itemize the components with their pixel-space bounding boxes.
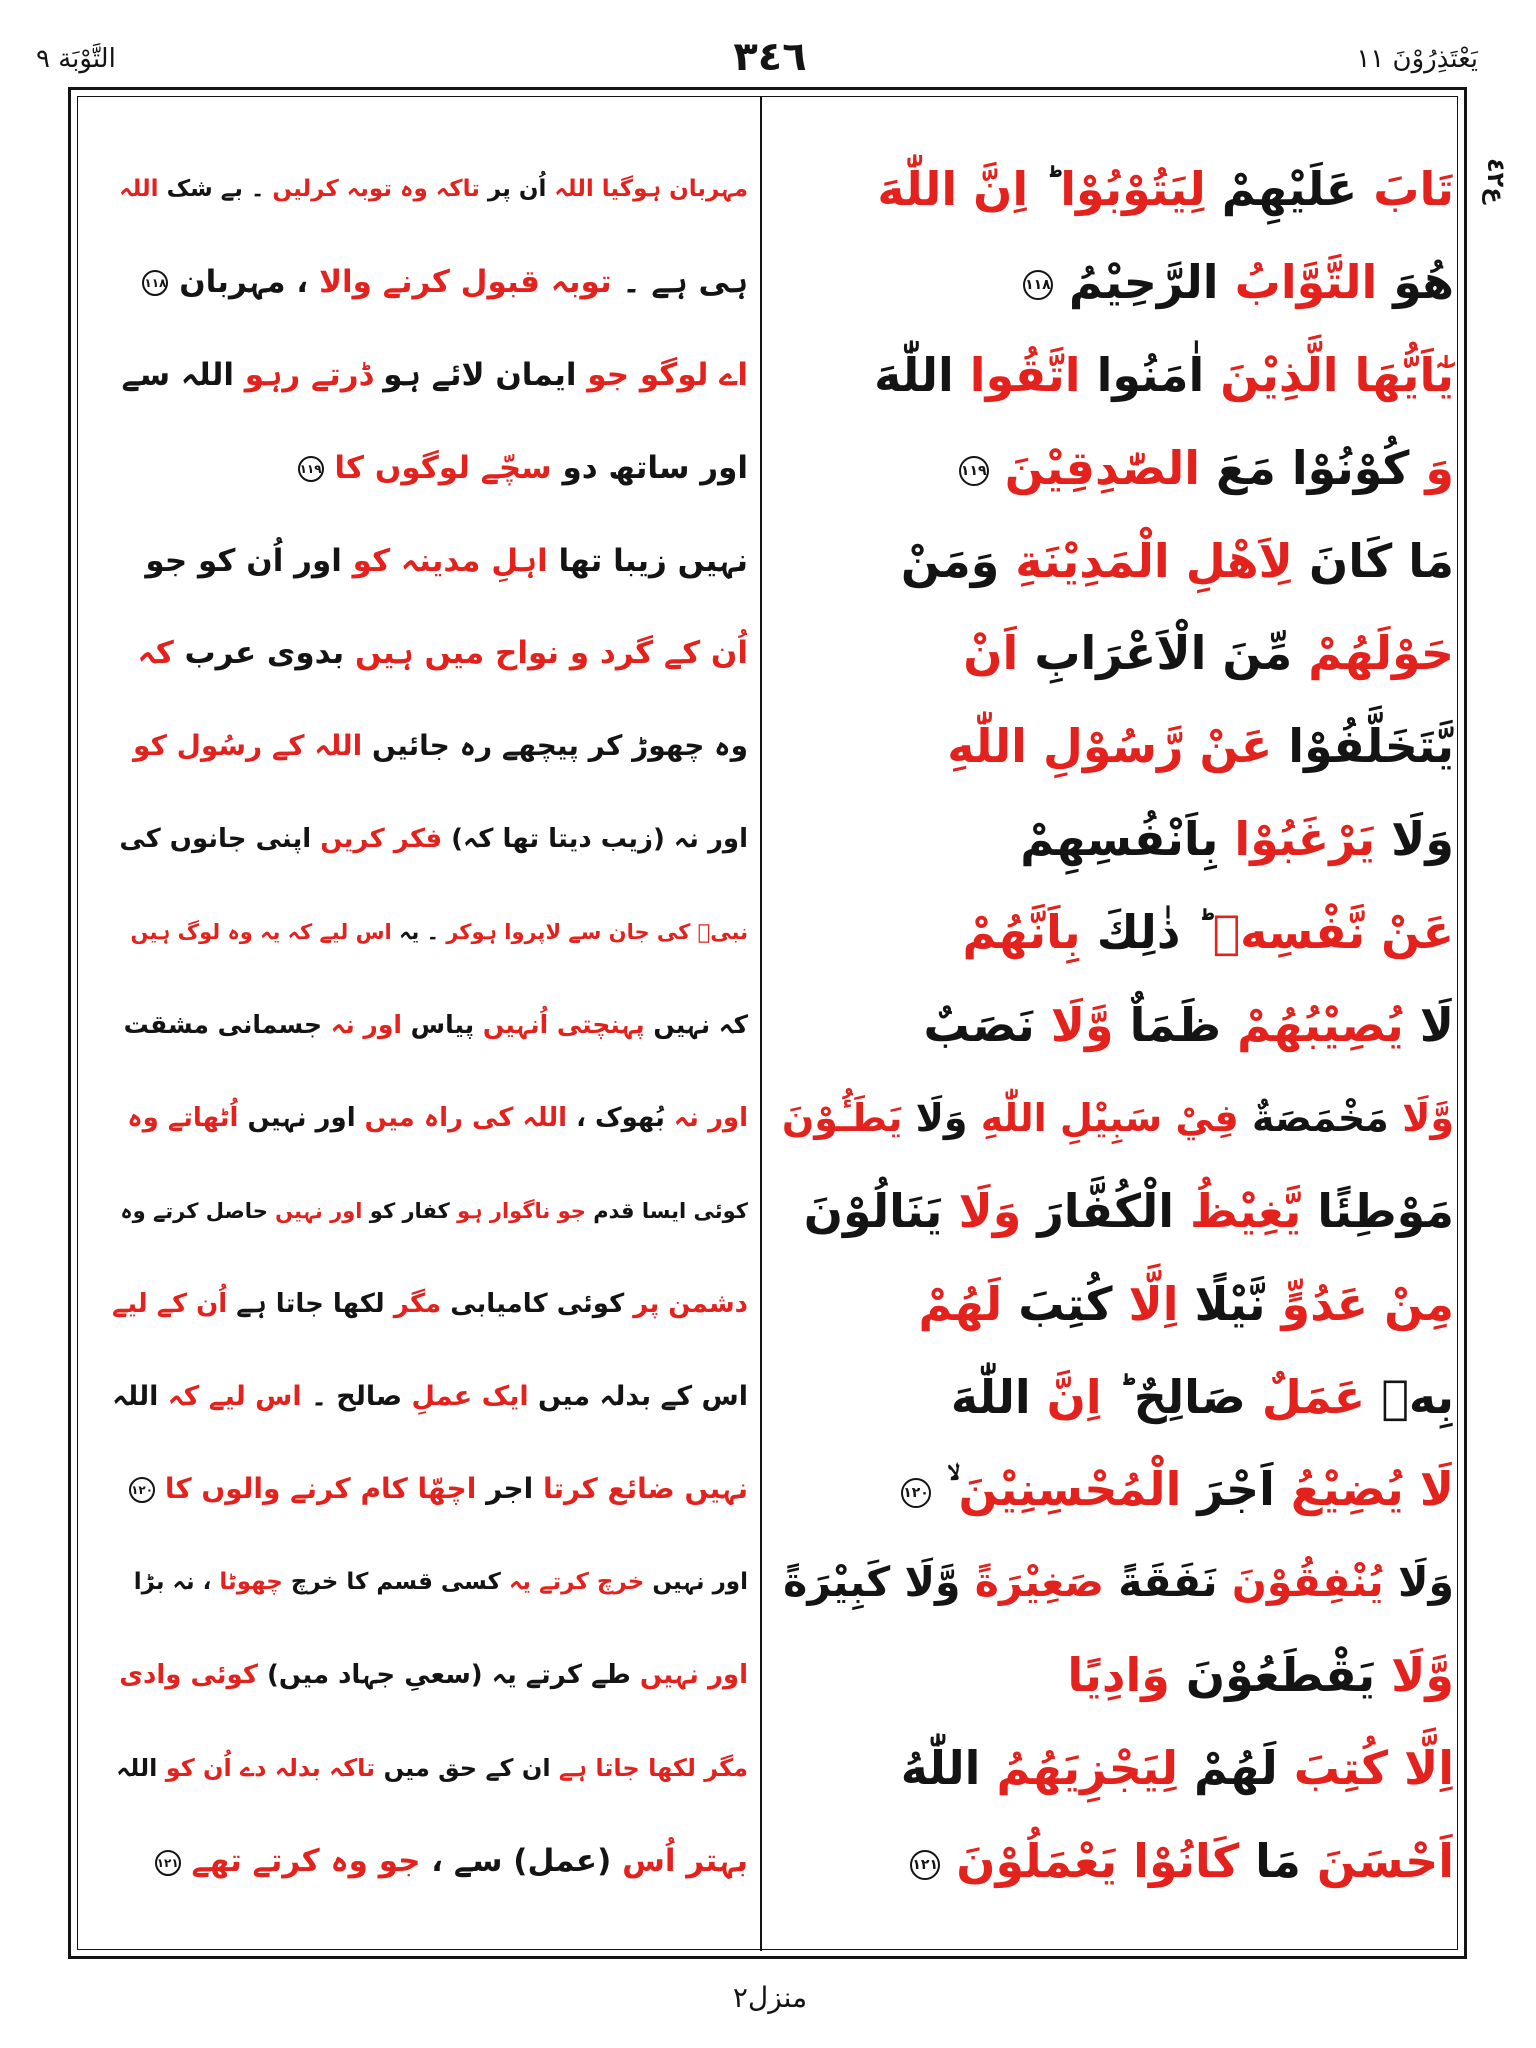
urdu-line-text <box>298 422 748 515</box>
urdu-segment-red: تاکہ وہ توبہ کرلیں <box>272 176 480 202</box>
urdu-segment-red: مگر لکھا جاتا ہے <box>558 1754 748 1783</box>
urdu-segment-black: صالح ۔ <box>311 1380 403 1412</box>
urdu-segment-red: دشمن پر <box>633 1288 748 1319</box>
arabic-line-text <box>947 700 1454 793</box>
arabic-segment-black: يَقْطَعُوْنَ <box>1185 1648 1376 1703</box>
urdu-segment-red: مگر <box>393 1288 442 1319</box>
urdu-segment-red: خرچ کرتے یہ <box>508 1569 645 1596</box>
manzil-footer: منزل٢ <box>732 1981 808 2014</box>
arabic-line-text <box>877 143 1454 236</box>
urdu-segment-red: اللہ کی راہ میں <box>364 1102 567 1133</box>
ayah-number-marker: ١٢١ <box>910 1850 940 1880</box>
arabic-segment-red: لِيَجْزِيَهُمُ <box>996 1741 1178 1796</box>
arabic-segment-black: عَلَيْهِمْ <box>1221 162 1358 216</box>
arabic-line <box>778 143 1454 236</box>
urdu-segment-black: وہ چھوڑ کر پیچھے رہ جائیں <box>372 729 748 763</box>
arabic-line <box>778 1258 1454 1351</box>
arabic-line <box>778 515 1454 608</box>
arabic-segment-red: عَنْ رَّسُوْلِ اللّٰهِ <box>947 719 1273 774</box>
urdu-segment-black: نہیں زیبا تھا <box>558 542 748 579</box>
arabic-line-text <box>962 886 1454 979</box>
urdu-line-text <box>112 1351 748 1444</box>
urdu-segment-red: توبہ قبول کرنے والا <box>318 263 612 300</box>
arabic-line <box>778 1722 1454 1815</box>
arabic-line <box>778 793 1454 886</box>
urdu-segment-black: حاصل کرتے وہ <box>120 1198 268 1223</box>
urdu-segment-red: اور نہ <box>330 1010 402 1040</box>
arabic-segment-red: وَّلَا <box>1391 1648 1454 1703</box>
urdu-line <box>112 1258 748 1351</box>
arabic-segment-red: اِنَّ اللّٰهَ <box>877 162 1029 216</box>
ayah-number-marker: ١٢٠ <box>129 1477 155 1503</box>
urdu-line <box>112 1815 748 1908</box>
ruku-margin-mark: ع٤٢ <box>1482 158 1510 204</box>
arabic-line-text <box>951 1351 1454 1444</box>
urdu-segment-black: کہ نہیں <box>653 1010 748 1040</box>
urdu-line <box>112 1536 748 1629</box>
arabic-line <box>778 1536 1454 1629</box>
urdu-line <box>112 886 748 979</box>
urdu-segment-black: اپنی جانوں کی <box>119 824 312 855</box>
arabic-segment-black: لَهُمْ <box>1194 1741 1278 1796</box>
arabic-segment-black: وَلَا <box>1397 1558 1454 1607</box>
arabic-segment-red: اَنْ <box>963 626 1019 681</box>
arabic-segment-black: اللّٰهُ <box>900 1741 981 1796</box>
urdu-segment-red: مہربان ہوگیا اللہ <box>554 176 748 202</box>
urdu-segment-red: اُن کے گرد و نواح میں ہیں <box>354 635 748 672</box>
arabic-segment-red: لِيَتُوْبُوْا <box>1060 162 1206 216</box>
arabic-segment-black: بِهٖ <box>1381 1369 1454 1424</box>
arabic-segment-black: مَخْمَصَةٌ <box>1251 1095 1389 1140</box>
urdu-line-text <box>133 700 748 793</box>
arabic-line-text <box>782 1072 1454 1165</box>
urdu-line <box>112 607 748 700</box>
arabic-segment-black: اللّٰهَ <box>950 1369 1031 1424</box>
urdu-line-text <box>119 143 748 236</box>
urdu-line-text <box>112 1258 748 1351</box>
arabic-segment-red: اِنَّ <box>1046 1369 1102 1424</box>
arabic-line <box>778 886 1454 979</box>
urdu-segment-black: کسی قسم کا خرچ <box>290 1569 501 1596</box>
arabic-segment-black: نَّيْلًا <box>1194 1276 1266 1331</box>
urdu-segment-red: پہنچتی اُنہیں <box>482 1010 645 1040</box>
urdu-line-text <box>131 886 748 979</box>
urdu-segment-red: کہ <box>137 635 174 672</box>
arabic-segment-red: يٰٓاَيُّهَا الَّذِيْنَ <box>1220 347 1454 402</box>
urdu-segment-black: اور اُن کو جو <box>145 542 342 579</box>
urdu-line <box>112 1443 748 1536</box>
arabic-segment-black: كُتِبَ <box>1018 1276 1113 1331</box>
urdu-segment-red: اس لیے کہ یہ وہ لوگ ہیں <box>130 920 392 945</box>
urdu-segment-black: ۔ بے شک <box>166 176 265 202</box>
urdu-line <box>112 1072 748 1165</box>
arabic-segment-black: اللّٰهَ <box>874 347 954 402</box>
urdu-segment-black: اللہ <box>116 1754 158 1783</box>
arabic-segment-red: الصّٰدِقِيْنَ <box>1004 440 1200 495</box>
arabic-text-column <box>778 143 1454 1908</box>
page-number: ٣٤٦ <box>733 34 807 80</box>
urdu-segment-red: اُن کے لیے <box>112 1288 228 1319</box>
arabic-line <box>778 979 1454 1072</box>
urdu-line-text <box>142 236 748 329</box>
urdu-segment-red: اُٹھاتے وہ <box>127 1102 239 1133</box>
urdu-segment-red: اہلِ مدینہ کو <box>352 542 548 579</box>
arabic-segment-red: الْمُحْسِنِيْنَ <box>958 1462 1182 1517</box>
urdu-segment-red: اے لوگو جو <box>587 356 748 393</box>
urdu-segment-red: جو ناگوار ہو <box>457 1198 586 1223</box>
urdu-segment-black: ایمان لائے ہو <box>383 356 577 393</box>
urdu-segment-red: ایک عملِ <box>411 1380 529 1412</box>
urdu-segment-red: ڈرتے رہو <box>244 356 373 393</box>
arabic-line <box>778 1443 1454 1536</box>
urdu-segment-red: کوئی وادی <box>119 1660 258 1691</box>
urdu-segment-black: طے کرتے یہ (سعیِ جہاد میں) <box>267 1660 631 1691</box>
para-name-header: يَعْتَذِرُوْنَ ١١ <box>1356 44 1478 74</box>
arabic-line <box>778 236 1454 329</box>
urdu-segment-black: ، مہربان <box>179 263 309 300</box>
urdu-segment-red: بہتر اُس <box>622 1843 748 1880</box>
arabic-segment-red: وَ <box>1425 440 1454 495</box>
arabic-segment-black: نَفَقَةً <box>1118 1558 1218 1607</box>
urdu-line <box>112 515 748 608</box>
urdu-segment-black: اور نہ (زیب دیتا تھا کہ) <box>451 824 748 855</box>
urdu-segment-black: بُھوک ، <box>576 1102 665 1133</box>
arabic-segment-red: يُصِيْبُهُمْ <box>1237 998 1404 1053</box>
arabic-segment-red: صَغِيْرَةً <box>974 1558 1104 1607</box>
urdu-segment-black: اس کے بدلہ میں <box>538 1380 748 1412</box>
urdu-segment-black: بدوی عرب <box>184 635 345 672</box>
arabic-segment-red: وَّلَا <box>1050 998 1114 1053</box>
arabic-segment-red: عَنْ نَّفْسِهٖ <box>1212 905 1454 960</box>
urdu-segment-black: جسمانی مشقت <box>123 1010 322 1040</box>
arabic-segment-black: يَّتَخَلَّفُوْا <box>1288 719 1454 774</box>
arabic-segment-red: لَا يُضِيْعُ <box>1290 1462 1454 1517</box>
arabic-segment-red: لَهُمْ <box>918 1276 1003 1331</box>
arabic-segment-black: مَوْطِئًا <box>1317 1183 1454 1238</box>
urdu-segment-black: اُن پر <box>487 176 547 202</box>
urdu-segment-black: پیاس <box>410 1010 475 1040</box>
arabic-segment-black: وَّلَا كَبِيْرَةً <box>783 1558 961 1607</box>
urdu-segment-black: کوئی ایسا قدم <box>593 1198 748 1223</box>
urdu-segment-black: ۔ یہ <box>399 920 439 945</box>
arabic-line-text <box>959 422 1454 515</box>
arabic-line-text <box>1020 793 1454 886</box>
urdu-line-text <box>155 1815 748 1908</box>
arabic-line-text <box>901 1722 1454 1815</box>
arabic-line-text <box>963 607 1454 700</box>
urdu-line-text <box>145 515 748 608</box>
arabic-line-text <box>901 1443 1454 1536</box>
arabic-segment-red: فِيْ سَبِيْلِ اللّٰهِ <box>980 1095 1239 1140</box>
arabic-line <box>778 422 1454 515</box>
arabic-line-text <box>923 979 1454 1072</box>
arabic-line-text <box>783 1536 1454 1629</box>
arabic-segment-black: مَا كَانَ <box>1308 533 1454 588</box>
urdu-translation-column <box>112 143 748 1908</box>
arabic-line <box>778 1815 1454 1908</box>
arabic-line-text <box>1023 236 1454 329</box>
arabic-segment-red: اتَّقُوا <box>969 347 1081 402</box>
arabic-line-text <box>874 329 1454 422</box>
urdu-segment-black: ، نہ بڑا <box>133 1569 212 1596</box>
urdu-line <box>112 143 748 236</box>
urdu-line <box>112 979 748 1072</box>
arabic-line <box>778 607 1454 700</box>
arabic-line-text <box>918 1258 1454 1351</box>
arabic-segment-black: اَجْرَ <box>1197 1462 1275 1517</box>
urdu-segment-red: اور نہیں <box>275 1198 363 1223</box>
urdu-line <box>112 700 748 793</box>
arabic-segment-red: بِاَنَّهُمْ <box>962 905 1081 960</box>
urdu-line-text <box>138 607 748 700</box>
urdu-segment-black: اور نہیں <box>652 1569 748 1596</box>
urdu-segment-red: سچّے لوگوں کا <box>334 449 552 486</box>
urdu-segment-black: اور نہیں <box>247 1102 356 1133</box>
urdu-line-text <box>119 1629 748 1722</box>
urdu-segment-black: اللہ سے <box>121 356 234 393</box>
arabic-segment-black: يَنَالُوْنَ <box>803 1183 943 1238</box>
arabic-line <box>778 1072 1454 1165</box>
arabic-line-text <box>1067 1629 1454 1722</box>
urdu-line-text <box>121 329 748 422</box>
arabic-segment-red: كَانُوْا يَعْمَلُوْنَ <box>956 1834 1240 1889</box>
arabic-segment-red: يُنْفِقُوْنَ <box>1231 1558 1384 1607</box>
urdu-segment-black: اور ساتھ دو <box>562 449 748 486</box>
arabic-line-text <box>804 1165 1454 1258</box>
arabic-segment-black: لَا <box>1419 998 1454 1053</box>
arabic-segment-black: بِاَنْفُسِهِمْ <box>1020 812 1219 867</box>
arabic-line <box>778 329 1454 422</box>
arabic-segment-red: يَّغِيْظُ <box>1190 1183 1302 1238</box>
arabic-segment-black: كُوْنُوْا مَعَ <box>1216 440 1410 495</box>
urdu-segment-red: اور نہ <box>673 1102 748 1133</box>
arabic-segment-black: هُوَ <box>1393 254 1454 309</box>
urdu-segment-red: اور نہیں <box>639 1660 748 1691</box>
arabic-segment-red: التَّوَّابُ <box>1234 254 1378 309</box>
arabic-segment-black: اٰمَنُوا <box>1096 347 1205 402</box>
urdu-line-text <box>116 1722 748 1815</box>
urdu-segment-red: جو وہ کرتے تھے <box>191 1843 421 1880</box>
urdu-segment-black: ہی ہے ۔ <box>622 263 748 300</box>
arabic-segment-black: مَا <box>1255 1834 1301 1889</box>
ayah-number-marker: ١١٨ <box>142 270 168 296</box>
arabic-segment-red: اِلَّا <box>1128 1276 1179 1331</box>
urdu-segment-black: (عمل) سے ، <box>431 1843 612 1880</box>
urdu-line-text <box>127 1072 748 1165</box>
ayah-number-marker: ١١٩ <box>959 456 989 486</box>
urdu-segment-red: نہیں ضائع کرتا <box>543 1472 748 1506</box>
arabic-segment-black: ؕ ذٰلِكَ <box>1096 905 1197 960</box>
arabic-segment-red: اَحْسَنَ <box>1316 1834 1454 1889</box>
arabic-segment-black: الْكُفَّارَ <box>1037 1183 1174 1238</box>
arabic-segment-black: مِّنَ الْاَعْرَابِ <box>1034 626 1293 681</box>
urdu-line <box>112 236 748 329</box>
urdu-line-text <box>134 1536 748 1629</box>
urdu-segment-red: اس لیے کہ <box>167 1380 302 1412</box>
ayah-number-marker: ١٢١ <box>155 1850 181 1876</box>
urdu-line-text <box>120 1165 748 1258</box>
arabic-segment-red: يَرْغَبُوْا <box>1234 812 1376 867</box>
arabic-line <box>778 1351 1454 1444</box>
urdu-segment-red: اچھّا کام کرنے والوں کا <box>164 1472 477 1506</box>
urdu-segment-black: اللہ <box>112 1380 159 1412</box>
urdu-line <box>112 1351 748 1444</box>
urdu-line <box>112 1722 748 1815</box>
urdu-line <box>112 1629 748 1722</box>
urdu-line <box>112 793 748 886</box>
arabic-segment-black: ظَمَاٌ <box>1129 998 1222 1053</box>
urdu-segment-black: ان کے حق میں <box>383 1754 551 1783</box>
arabic-segment-black: الرَّحِيْمُ <box>1068 254 1219 309</box>
arabic-segment-red: مِنْ عَدُوٍّ <box>1281 1276 1454 1331</box>
arabic-line <box>778 700 1454 793</box>
urdu-line-text <box>119 793 748 886</box>
arabic-segment-black: وَلَا <box>1391 812 1454 867</box>
urdu-segment-red: اللہ <box>119 176 159 202</box>
ayah-number-marker: ١١٨ <box>1023 270 1053 300</box>
arabic-segment-red: وَادِيًا <box>1067 1648 1170 1703</box>
arabic-line-text <box>910 1815 1454 1908</box>
arabic-segment-red: وَلَا <box>958 1183 1022 1238</box>
urdu-line <box>112 422 748 515</box>
arabic-segment-red: عَمَلٌ <box>1261 1369 1366 1424</box>
ayah-number-marker: ١٢٠ <box>901 1478 931 1508</box>
arabic-segment-red: يَطَـُٔوْنَ <box>781 1095 903 1140</box>
urdu-segment-red: اللہ کے رسُول کو <box>133 729 363 763</box>
urdu-segment-black: کوئی کامیابی <box>450 1288 625 1319</box>
urdu-line <box>112 1165 748 1258</box>
urdu-line-text <box>129 1443 748 1536</box>
arabic-segment-red: تَابَ <box>1373 162 1454 216</box>
urdu-segment-red: فکر کریں <box>320 824 443 855</box>
arabic-segment-black: نَصَبٌ <box>923 998 1035 1053</box>
arabic-segment-red: لِاَهْلِ الْمَدِيْنَةِ <box>1015 533 1293 588</box>
arabic-segment-black: وَلَا <box>915 1095 968 1140</box>
arabic-segment-red: وَّلَا <box>1402 1095 1454 1140</box>
arabic-segment-red: حَوْلَهُمْ <box>1308 626 1454 681</box>
urdu-line <box>112 329 748 422</box>
urdu-segment-black: لکھا جاتا ہے <box>236 1288 385 1319</box>
arabic-segment-red: اِلَّا كُتِبَ <box>1293 1741 1454 1796</box>
column-divider <box>760 96 762 1951</box>
arabic-line <box>778 1165 1454 1258</box>
arabic-segment-black: وَمَنْ <box>900 533 1000 588</box>
urdu-segment-black: اجر <box>486 1472 534 1506</box>
arabic-line <box>778 1629 1454 1722</box>
urdu-line-text <box>124 979 748 1072</box>
arabic-segment-black: صَالِحٌ ؕ <box>1117 1369 1246 1424</box>
urdu-segment-red: نبیؐ کی جان سے لاپروا ہوکر <box>446 920 748 945</box>
ayah-number-marker: ١١٩ <box>298 456 324 482</box>
urdu-segment-black: کفار کو <box>369 1198 450 1223</box>
urdu-segment-red: چھوٹا <box>219 1569 283 1596</box>
surah-name-header: التَّوْبَة ٩ <box>36 44 116 74</box>
urdu-segment-red: تاکہ بدلہ دے اُن کو <box>165 1754 376 1783</box>
arabic-line-text <box>901 515 1454 608</box>
